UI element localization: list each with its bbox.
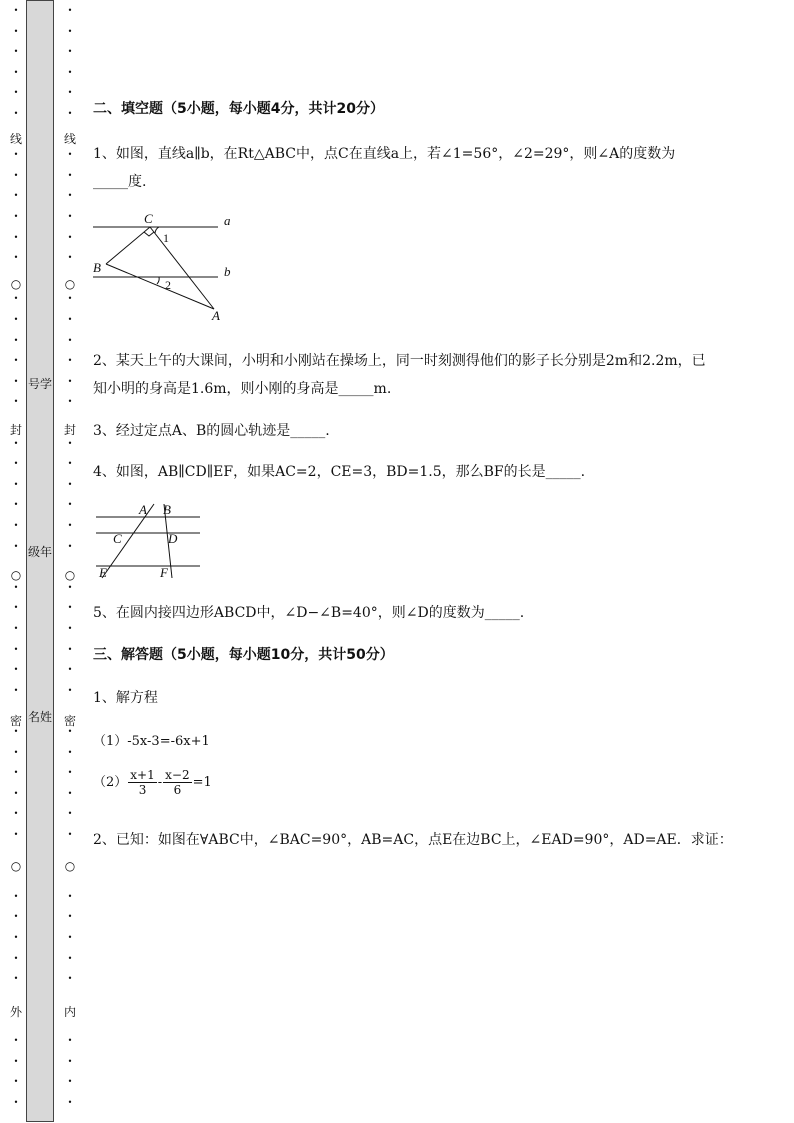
inner-label: 封: [63, 423, 76, 437]
fraction-1: [128, 768, 156, 797]
inner-dot: •: [67, 768, 73, 778]
equation-rhs: =1: [192, 775, 212, 790]
inner-dot: •: [67, 191, 73, 201]
inner-dot: •: [67, 170, 73, 180]
s3-q2-text: 2、已知：如图在∀ABC中，∠BAC=90°，AB=AC，点E在边BC上，∠EAD=90°，AD=AE．求证：: [93, 832, 733, 848]
outer-dot: •: [13, 459, 19, 469]
outer-dot: •: [13, 891, 19, 901]
right-angle-mark: [144, 232, 154, 236]
q4-figure: [96, 500, 208, 584]
fraction-2: [163, 768, 191, 797]
q5-text: 5、在圆内接四边形ABCD中，∠D−∠B=40°，则∠D的度数为_____.: [93, 605, 525, 621]
inner-dotted-line: [62, 0, 78, 1123]
outer-dot: •: [13, 150, 19, 160]
q2-line1: 2、某天上午的大课间，小明和小刚站在操场上，同一时刻测得他们的影子长分别是2m和2.2m，已: [93, 353, 706, 369]
inner-dot: •: [67, 500, 73, 510]
outer-dot: •: [13, 397, 19, 407]
outer-dot: •: [13, 170, 19, 180]
outer-dot: •: [13, 1056, 19, 1066]
outer-dot: •: [13, 644, 19, 654]
inner-dot: •: [67, 1077, 73, 1087]
outer-dot: •: [13, 624, 19, 633]
outer-dot: •: [13, 47, 19, 57]
outer-dot: •: [13, 521, 19, 530]
outer-dot: •: [13, 212, 19, 221]
fraction-2-denominator: 6: [173, 783, 182, 797]
inner-dot: •: [67, 603, 73, 613]
outer-dot: •: [13, 315, 19, 324]
inner-dot: •: [67, 521, 73, 530]
s3-q1-part1: （1）-5x-3=-6x+1: [93, 734, 210, 749]
inner-dot: •: [67, 253, 73, 263]
q4-text: 4、如图，AB∥CD∥EF，如果AC=2，CE=3，BD=1.5，那么BF的长是_____.: [93, 464, 586, 480]
outer-dot: •: [13, 912, 19, 922]
inner-dot: •: [67, 67, 73, 77]
inner-dot: •: [67, 891, 73, 901]
inner-dot: •: [67, 150, 73, 160]
q1-line1: 1、如图，直线a∥b，在Rt△ABC中，点C在直线a上，若∠1=56°，∠2=29°，则∠A的度数为: [93, 146, 676, 162]
inner-dot: •: [67, 685, 73, 695]
inner-dot: •: [67, 1097, 73, 1107]
outer-dot: •: [13, 232, 19, 242]
label-a: a: [224, 213, 231, 228]
outer-dot: •: [13, 747, 19, 757]
label-C: C: [113, 531, 122, 546]
outer-circle: ○: [10, 859, 22, 873]
outer-dot: •: [13, 974, 19, 984]
outer-dot: •: [13, 665, 19, 675]
outer-dot: •: [13, 356, 19, 366]
outer-dot: •: [13, 1036, 19, 1045]
inner-dot: •: [67, 6, 73, 15]
outer-circle: ○: [10, 568, 22, 582]
inner-circle: ○: [64, 277, 76, 291]
part2-prefix: （2）: [93, 775, 128, 790]
inner-dot: •: [67, 294, 73, 304]
inner-label: 内: [63, 1005, 76, 1019]
segment-CA: [150, 227, 214, 309]
inner-dot: •: [67, 26, 73, 36]
inner-dot: •: [67, 479, 73, 489]
outer-dot: •: [13, 438, 19, 448]
label-b: b: [224, 264, 231, 279]
field-grade: 级年: [27, 545, 52, 559]
outer-dot: •: [13, 582, 19, 592]
outer-dot: •: [13, 933, 19, 942]
inner-dot: •: [67, 109, 73, 118]
label-D: D: [168, 531, 178, 546]
label-B: B: [93, 260, 101, 275]
outer-dot: •: [13, 26, 19, 36]
inner-dot: •: [67, 974, 73, 984]
outer-dot: •: [13, 335, 19, 345]
q1-line2: _____度.: [93, 174, 147, 190]
q1-figure: [93, 208, 243, 324]
angle1-arc: [155, 227, 159, 233]
label-E: E: [99, 565, 107, 580]
outer-label: 线: [9, 132, 22, 146]
inner-dot: •: [67, 788, 73, 798]
outer-dot: •: [13, 253, 19, 263]
outer-dotted-line: [8, 0, 24, 1123]
inner-dot: •: [67, 232, 73, 242]
minus-sign: -: [157, 775, 163, 790]
outer-dot: •: [13, 727, 19, 736]
inner-dot: •: [67, 1056, 73, 1066]
label-angle1: 1: [163, 231, 169, 245]
inner-dot: •: [67, 397, 73, 407]
outer-dot: •: [13, 376, 19, 386]
inner-dot: •: [67, 624, 73, 633]
outer-label: 密: [9, 714, 22, 728]
inner-dot: •: [67, 912, 73, 922]
outer-dot: •: [13, 109, 19, 118]
fraction-2-numerator: x−2: [165, 768, 190, 782]
outer-dot: •: [13, 67, 19, 77]
inner-dot: •: [67, 88, 73, 98]
inner-dot: •: [67, 644, 73, 654]
fraction-1-numerator: x+1: [130, 768, 155, 782]
outer-label: 外: [9, 1005, 22, 1019]
binding-margin: [0, 0, 84, 1123]
outer-dot: •: [13, 6, 19, 15]
inner-dot: •: [67, 335, 73, 345]
inner-dot: •: [67, 47, 73, 57]
segment-CB: [106, 227, 150, 264]
s3-q1-part2: [93, 768, 212, 797]
outer-dot: •: [13, 1077, 19, 1087]
inner-dot: •: [67, 212, 73, 221]
inner-dot: •: [67, 376, 73, 386]
outer-dot: •: [13, 541, 19, 551]
outer-dot: •: [13, 685, 19, 695]
outer-dot: •: [13, 1097, 19, 1107]
label-B: B: [163, 502, 171, 517]
s3-q1-text: 1、解方程: [93, 690, 158, 706]
inner-dot: •: [67, 356, 73, 366]
outer-dot: •: [13, 88, 19, 98]
label-A: A: [212, 308, 220, 323]
outer-dot: •: [13, 768, 19, 778]
section3-heading: 三、解答题（5小题，每小题10分，共计50分）: [93, 647, 394, 663]
inner-dot: •: [67, 459, 73, 469]
inner-dot: •: [67, 665, 73, 675]
outer-dot: •: [13, 294, 19, 304]
inner-dot: •: [67, 1036, 73, 1045]
segment-BA: [106, 264, 214, 309]
field-name: 名姓: [27, 710, 52, 724]
inner-dot: •: [67, 438, 73, 448]
section2-heading: 二、填空题（5小题，每小题4分，共计20分）: [93, 101, 384, 117]
inner-dot: •: [67, 809, 73, 819]
inner-dot: •: [67, 933, 73, 942]
inner-dot: •: [67, 315, 73, 324]
outer-dot: •: [13, 191, 19, 201]
inner-circle: ○: [64, 859, 76, 873]
fraction-1-denominator: 3: [138, 783, 147, 797]
label-angle2: 2: [165, 278, 171, 292]
outer-circle: ○: [10, 277, 22, 291]
inner-dot: •: [67, 747, 73, 757]
inner-label: 线: [63, 132, 76, 146]
outer-label: 封: [9, 423, 22, 437]
inner-dot: •: [67, 582, 73, 592]
outer-dot: •: [13, 953, 19, 963]
inner-dot: •: [67, 541, 73, 551]
inner-dot: •: [67, 953, 73, 963]
inner-dot: •: [67, 727, 73, 736]
inner-dot: •: [67, 830, 73, 839]
outer-dot: •: [13, 479, 19, 489]
inner-label: 密: [63, 714, 76, 728]
label-A: A: [139, 502, 147, 517]
q2-line2: 知小明的身高是1.6m，则小刚的身高是_____m.: [93, 381, 392, 397]
outer-dot: •: [13, 809, 19, 819]
inner-circle: ○: [64, 568, 76, 582]
outer-dot: •: [13, 603, 19, 613]
outer-dot: •: [13, 500, 19, 510]
outer-dot: •: [13, 788, 19, 798]
label-F: F: [160, 565, 168, 580]
outer-dot: •: [13, 830, 19, 839]
angle2-arc: [157, 277, 159, 284]
q3-text: 3、经过定点A、B的圆心轨迹是_____.: [93, 423, 330, 439]
label-C: C: [144, 211, 153, 226]
field-student-number: 号学: [27, 377, 52, 391]
